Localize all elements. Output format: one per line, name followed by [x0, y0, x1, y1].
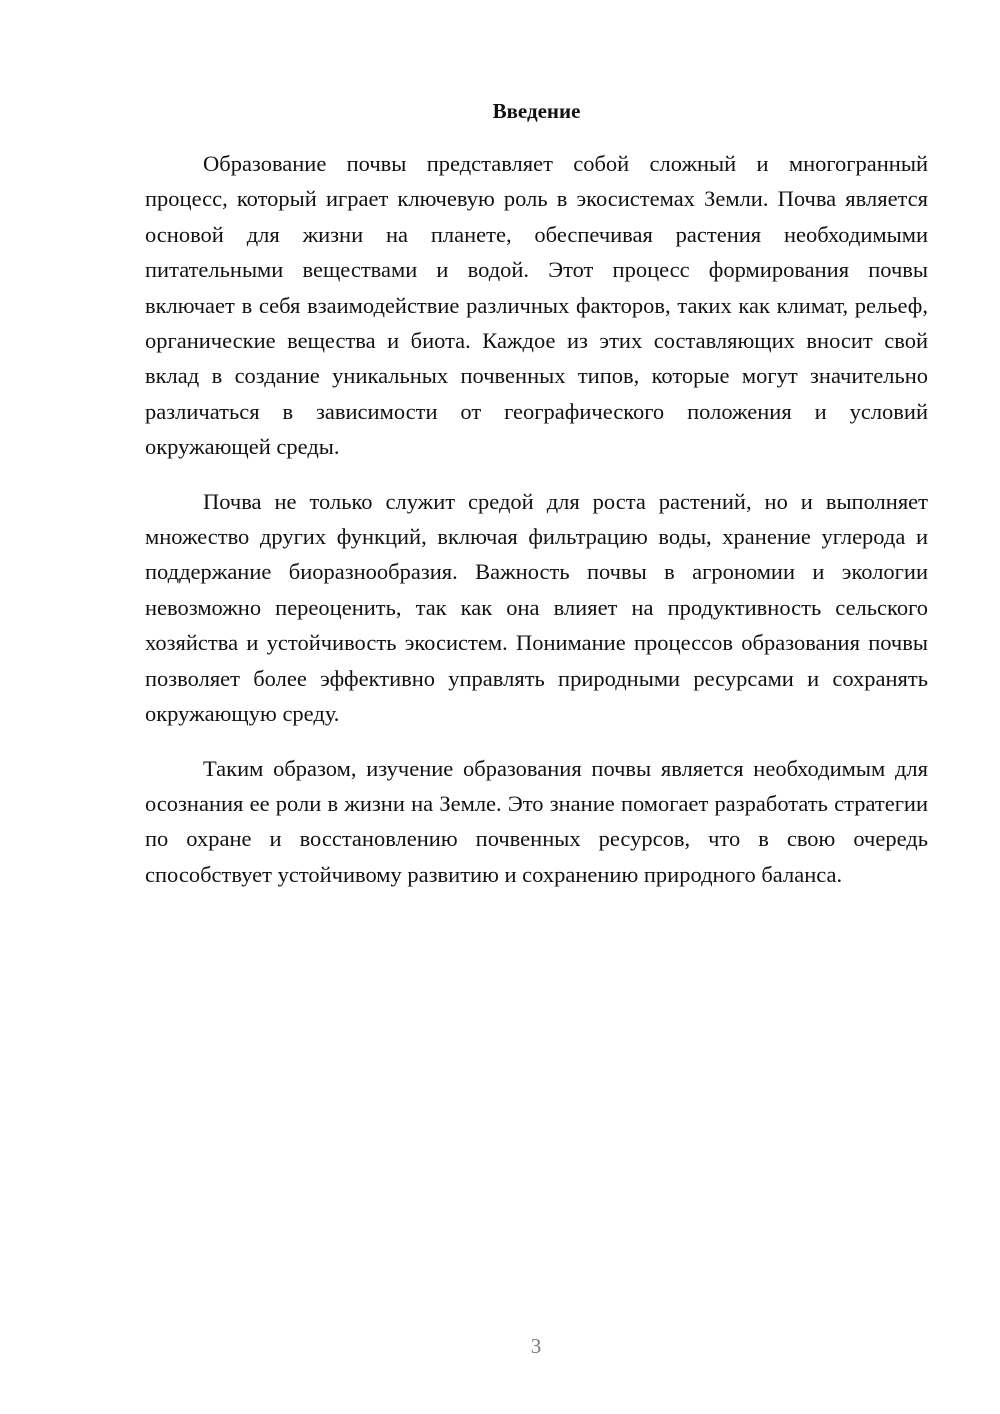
page-content — [145, 96, 928, 911]
paragraph-1: Образование почвы представляет собой сложный и многогранный процесс, который играет ключевую роль в экосистемах Земли. Почва является основой для жизни на планете, обеспечивая растения необходимыми питательными веществами и водой. Этот процесс формирования почвы включает в себя взаимодействие различных факторов, таких как климат, рельеф, органические вещества и биота. Каждое из этих составляющих вносит свой вклад в создание уникальных почвенных типов, которые могут значительно различаться в зависимости от географического положения и условий окружающей среды. — [145, 151, 928, 460]
paragraph-3: Таким образом, изучение образования почвы является необходимым для осознания ее роли в жизни на Земле. Это знание помогает разработать стратегии по охране и восстановлению почвенных ресурсов, что в свою очередь способствует устойчивому развитию и сохранению природного баланса. — [145, 755, 928, 887]
section-title: Введение — [492, 99, 581, 123]
paragraph-2: Почва не только служит средой для роста растений, но и выполняет множество других функций, включая фильтрацию воды, хранение углерода и поддержание биоразнообразия. Важность почвы в агрономии и экологии невозможно переоценить, так как она влияет на продуктивность сельского хозяйства и устойчивость экосистем. Понимание процессов образования почвы позволяет более эффективно управлять природными ресурсами и сохранять окружающую среду. — [145, 488, 928, 727]
page-number: 3 — [530, 1334, 542, 1358]
